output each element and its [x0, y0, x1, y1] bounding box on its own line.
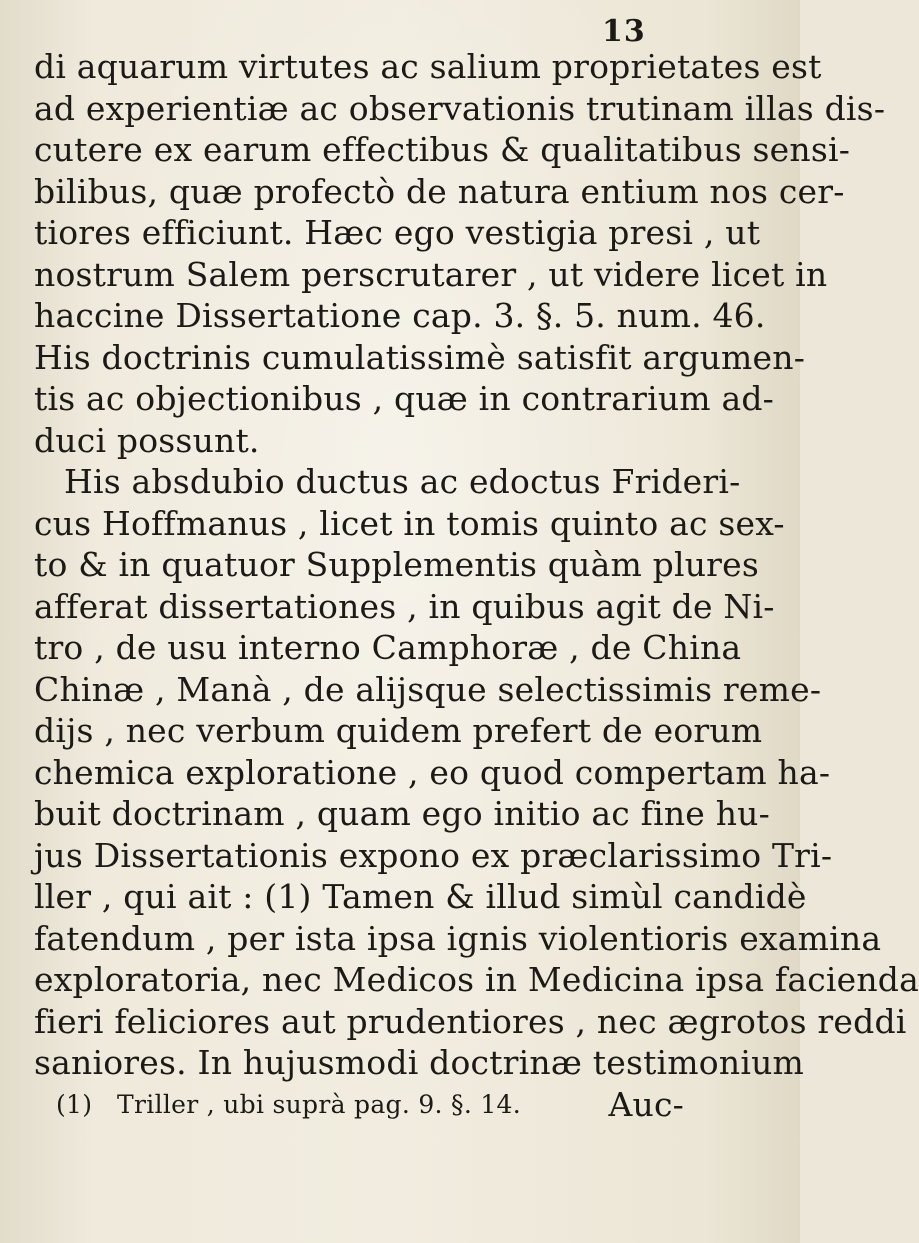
text-line: Chinæ , Manà , de alijsque selectissimis reme- [34, 669, 822, 709]
text-line: fatendum , per ista ipsa ignis violentioris examina [34, 918, 882, 958]
text-line: tiores efficiunt. Hæc ego vestigia presi , ut [34, 213, 761, 252]
paragraph-start-line: His absdubio ductus ac edoctus Frideri- [64, 462, 741, 501]
text-line: cutere ex earum effectibus & qualitatibus sensi- [34, 130, 851, 169]
page-number: 13 [602, 14, 646, 49]
text-line: nostrum Salem perscrutarer , ut videre licet in [34, 254, 828, 294]
text-line: ller , qui ait : (1) Tamen & illud simùl candidè [34, 877, 807, 916]
text-line: jus Dissertationis expono ex præclarissimo Tri- [34, 835, 833, 875]
text-line: tro , de usu interno Camphoræ , de China [34, 628, 742, 667]
text-line: haccine Dissertatione cap. 3. §. 5. num. 46. [34, 296, 766, 335]
text-line: bilibus, quæ profectò de natura entium nos cer- [34, 171, 845, 211]
text-line: saniores. In hujusmodi doctrinæ testimonium [34, 1043, 805, 1082]
text-line: dijs , nec verbum quidem prefert de eorum [34, 711, 763, 750]
text-line: His doctrinis cumulatissimè satisfit argumen- [34, 337, 806, 377]
catchword: Auc- [608, 1084, 684, 1124]
text-line: duci possunt. [34, 420, 260, 460]
text-line: afferat dissertationes , in quibus agit de Ni- [34, 586, 775, 626]
footnote: (1) Triller , ubi suprà pag. 9. §. 14. [56, 1090, 521, 1119]
text-line: buit doctrinam , quam ego initio ac fine hu- [34, 794, 770, 833]
text-line: chemica exploratione , eo quod compertam ha- [34, 752, 831, 792]
text-line: ad experientiæ ac observationis trutinam illas dis- [34, 88, 886, 128]
body-text [34, 46, 919, 1125]
text-line: fieri feliciores aut prudentiores , nec ægrotos reddi [34, 1001, 907, 1041]
text-line: cus Hoffmanus , licet in tomis quinto ac sex- [34, 503, 785, 543]
text-line: to & in quatuor Supplementis quàm plures [34, 545, 759, 584]
text-line: tis ac objectionibus , quæ in contrarium ad- [34, 379, 775, 418]
text-line: di aquarum virtutes ac salium proprietates est [34, 47, 822, 86]
text-line: exploratoria, nec Medicos in Medicina ipsa facienda [34, 960, 919, 999]
